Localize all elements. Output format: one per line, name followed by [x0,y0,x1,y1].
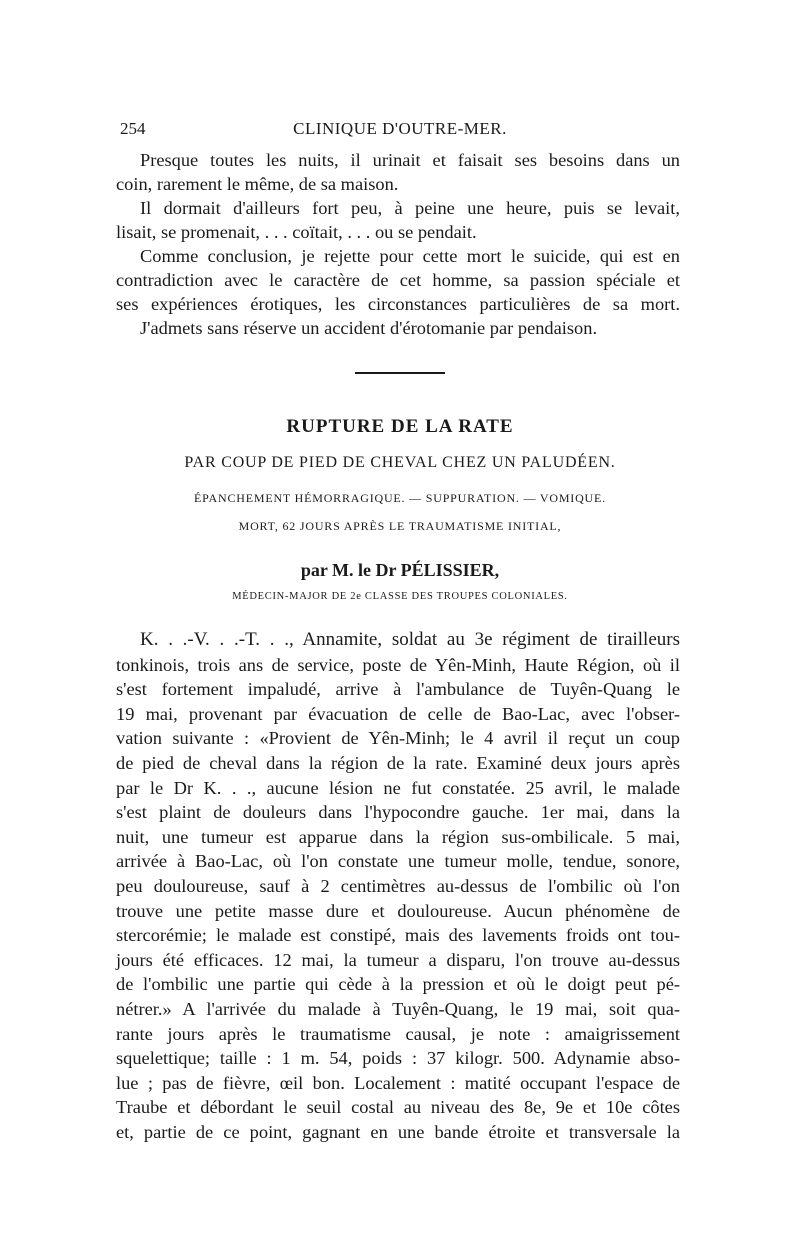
text-line: par le Dr K. . ., aucune lésion ne fut constatée. 25 avril, le malade [116,777,680,798]
text-line: Comme conclusion, je rejette pour cette mort le suicide, qui est en [140,246,680,266]
intro-text [116,148,680,340]
text-line: stercorémie; le malade est constipé, mais des lavements froids ont tou- [116,925,680,946]
article-subheading: ÉPANCHEMENT HÉMORRAGIQUE. — SUPPURATION. — VOMIQUE. [194,491,606,505]
article-body [116,628,680,1144]
text-line: lisait, se promenait, . . . coïtait, . . . ou se pendait. [116,222,477,242]
text-line: J'admets sans réserve un accident d'érotomanie par pendaison. [140,318,598,338]
section-divider [355,372,445,374]
article-title: RUPTURE DE LA RATE [286,416,514,437]
text-line: s'est plaint de douleurs dans l'hypocondre gauche. 1er mai, dans la [116,802,680,823]
text-line: K. . .-V. . .-T. . ., Annamite, soldat au 3e régiment de tirailleurs [140,629,680,650]
text-line: contradiction avec le caractère de cet homme, sa passion spéciale et [116,270,680,290]
text-line: de l'ombilic une partie qui cède à la pression et où le doigt peut pé- [116,974,680,995]
text-line: rante jours après le traumatisme causal, je note : amaigrissement [116,1023,680,1044]
article-subheading: MORT, 62 JOURS APRÈS LE TRAUMATISME INITIAL, [238,519,562,533]
text-line: s'est fortement impaludé, arrive à l'ambulance de Tuyên-Quang le [116,679,680,700]
author-role: MÉDECIN-MAJOR DE 2e CLASSE DES TROUPES COLONIALES. [232,591,568,602]
text-line: coin, rarement le même, de sa maison. [116,174,399,194]
article-subtitle: PAR COUP DE PIED DE CHEVAL CHEZ UN PALUDÉEN. [184,454,616,471]
text-line: de pied de cheval dans la région de la rate. Examiné deux jours après [116,752,680,773]
text-line: vation suivante : «Provient de Yên-Minh; le 4 avril il reçut un coup [116,728,680,749]
text-line: nétrer.» A l'arrivée du malade à Tuyên-Quang, le 19 mai, soit qua- [116,998,680,1019]
running-title: CLINIQUE D'OUTRE-MER. [293,119,507,138]
text-line: nuit, une tumeur est apparue dans la région sus-ombilicale. 5 mai, [116,826,680,847]
text-line: lue ; pas de fièvre, œil bon. Localement : matité occupant l'espace de [116,1072,680,1093]
text-line: jours été efficaces. 12 mai, la tumeur a disparu, l'on trouve au-dessus [116,949,680,970]
text-line: peu douloureuse, sauf à 2 centimètres au-dessus de l'ombilic où l'on [116,875,680,896]
text-line: Il dormait d'ailleurs fort peu, à peine une heure, puis se levait, [140,198,680,218]
text-line: Traube et débordant le seuil costal au niveau des 8e, 9e et 10e côtes [116,1097,680,1118]
text-line: tonkinois, trois ans de service, poste de Yên-Minh, Haute Région, où il [116,654,680,675]
text-line: ses expériences érotiques, les circonstances particulières de sa mort. [116,294,680,314]
page-number: 254 [120,119,146,138]
text-line: trouve une petite masse dure et douloureuse. Aucun phénomène de [116,900,680,921]
text-line: Presque toutes les nuits, il urinait et faisait ses besoins dans un [140,150,680,170]
text-line: et, partie de ce point, gagnant en une bande étroite et transversale la [116,1121,680,1142]
text-line: squelettique; taille : 1 m. 54, poids : 37 kilogr. 500. Adynamie abso- [116,1048,680,1069]
text-line: 19 mai, provenant par évacuation de celle de Bao-Lac, avec l'obser- [116,703,680,724]
text-line: arrivée à Bao-Lac, où l'on constate une tumeur molle, tendue, sonore, [116,851,680,872]
author-line: par M. le Dr PÉLISSIER, [300,560,500,580]
running-head [0,119,800,143]
